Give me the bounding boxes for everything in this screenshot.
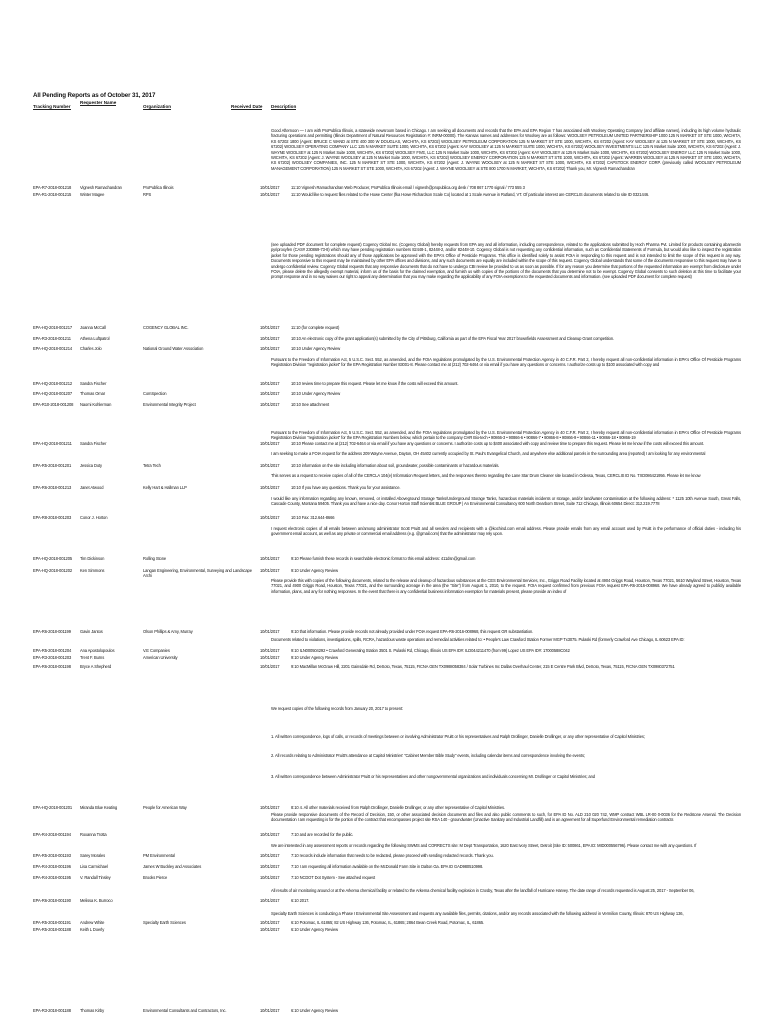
received-date: 10/01/2017 (260, 805, 280, 810)
description: 9:10 MacMillan McGraw Hill, 2201 Gainsdale Rd, DeSoto, Texas, 75115, FICNA GEN TX0988058384 / Solar Turbines Inc Dallas Overhaul Center, 215 E Centre Park Blvd, DeSoto, Texas, 75115, FICNA GEN TX0980372751 (291, 664, 675, 669)
requester-name: Charles Jolo (80, 346, 102, 351)
received-date: 10/01/2017 (260, 875, 280, 880)
received-date: 10/01/2017 (260, 927, 280, 932)
requester-name: Sandra Fischer (80, 381, 107, 386)
description: 11:10 Vignesh Ramachandran Web Producer, ProPublica Illinois email / vignesh@propublica.org desk / 708 867 1770 signal / 773 555 3 (291, 185, 525, 190)
tracking-number: EPA-R5-2018-001191 (33, 920, 71, 925)
requester-name: Miranda Blue Keating (80, 805, 118, 810)
requester-name: Roxanna Trotta (80, 832, 107, 837)
description: 1. All written correspondence, logs of calls, or records of meetings between or involving Administrator Pruitt or his representatives and Ralph Drollinger, Danielle Drollinger, or any other representative of Capitol Ministries; (271, 734, 645, 739)
received-date: 10/01/2017 (260, 336, 280, 341)
requester-name: Janet Atwood (80, 485, 104, 490)
tracking-number: EPA-R8-2018-001203 (33, 515, 72, 520)
description: 6:10 Potomac, IL 61865; 82 US Highway 136, Potomac, IL, 61865; 2864 Bean Creek Road, Potomac, IL, 61865. (291, 920, 485, 925)
organization: Tetra Tech (143, 463, 161, 468)
organization: ComSpection (143, 391, 167, 396)
tracking-number: EPA-R6-2018-001213 (33, 485, 72, 490)
description: 6:10 Under Agency Review (291, 927, 338, 932)
tracking-number: EPA-R6-2018-001190 (33, 898, 71, 903)
tracking-number: EPA-R5-2018-001201 (33, 463, 72, 468)
received-date: 10/01/2017 (260, 853, 280, 858)
description: 9:10 Under Agency Review (291, 655, 338, 660)
tracking-number: EPA-HQ-2018-001201 (33, 805, 73, 810)
description: Please provide responsive documents of the Record of Decision, 150, or other associated decision documents and files and also public comments to such, for EPA ID No. ALD 210 020 742, WMP contract WBL LR-00 0-0036 for the Redstone Arsenal. The Decision documentation I am requesting is for the portion of the contract that encompasses project site RSA 140 - groundwater (Unactive Sanitary and Industrial Landfill) and is an agreement for all Superfund Environmental remediation contracts (271, 812, 741, 823)
header-organization: Organization (143, 104, 172, 109)
received-date: 10/01/2017 (260, 864, 280, 869)
description: 10:10 Under Agency Review (291, 346, 341, 351)
tracking-number: EPA-R6-2018-001199 (33, 629, 71, 634)
requester-name: Jessica Doty (80, 463, 103, 468)
requester-name: Gavin Jantos (80, 629, 103, 634)
received-date: 10/01/2017 (260, 463, 280, 468)
organization: Langan Engineering, Environmental, Surveying and Landscape Archi (143, 568, 252, 579)
requester-name: Trent F. Burns (80, 655, 105, 660)
description: 10:10 review time to prepare this request. Please let me know if the costs will exceed this amount. (291, 381, 459, 386)
requester-name: Sarey Morales (80, 853, 106, 858)
requester-name: Sandra Fischer (80, 441, 107, 446)
organization: COGENCY GLOBAL INC. (143, 325, 189, 330)
description: 9:10 Under Agency Review (291, 568, 338, 573)
description: This serves as a request to receive copies of all of the CERCLA 104(e) Information Request letters, and the responses thereto regarding the Lane Star Drum Cleaner site located in Odessa, Texas, CERCLIS ID No. TXD086421956. Please let me know (271, 473, 701, 478)
requester-name: Melissa K. Burroco (80, 898, 113, 903)
description: 10:10 An electronic copy of the grant application(s) submitted by the City of Pittsburg, California as part of the EPA Fiscal Year 2017 brownfields Assessment and Cleanup Grant competition. (291, 336, 615, 341)
description: 6:10 Under Agency Review (291, 1008, 338, 1013)
description: I am seeking to make a FOIA request for the address 209 Wayne Avenue, Dayton, OH 45402 currently occupied by St. Paul's Evangelical Church, and anywhere else additional parcels in the surrounding area (reported) I am looking for any environmental (271, 451, 706, 456)
tracking-number: EPA-HQ-2018-001217 (33, 325, 73, 330)
requester-name: Tim Dickinson (80, 556, 105, 561)
tracking-number: EPA-R4-2018-001195 (33, 875, 71, 880)
organization: People for American Way (143, 805, 187, 810)
header-tracking-number: Tracking Number (33, 104, 71, 109)
description: 10:10 If you have any questions. Thank you for your assistance. (291, 485, 401, 490)
received-date: 10/01/2017 (260, 441, 280, 446)
header-received-date: Received Date (231, 104, 263, 109)
organization: ProPublica Illinois (143, 185, 174, 190)
requester-name: Thomas Omar (80, 391, 106, 396)
organization: Environmental Integrity Project (143, 402, 196, 407)
organization: Kelly Hart & Hallman LLP (143, 485, 187, 490)
description: 10:10 Under Agency Review (291, 391, 341, 396)
received-date: 10/01/2017 (260, 346, 280, 351)
requester-name: Lisa Carmichael (80, 864, 108, 869)
description: 9:10 Please furnish these records in searchable electronic format to this email address: 411dsn@gmail.com (291, 556, 476, 561)
description: Pursuant to the Freedom of Information Act, 5 U.S.C. Sect. 552, as amended, and the FOIA regulations promulgated by the U.S. Environmental Protection Agency in 40 C.F.R. Part 2, I hereby request all non-confidential information in EPA's Office Of Pesticide Programs Registration Division "registration jacket" for the EPA Registration Number 83001-8. Please contact me at (212) 702-6464 or via email if you have any questions or concerns. I authorize costs up to $100 associated with copy and (271, 357, 741, 368)
received-date: 10/01/2017 (260, 920, 280, 925)
description: 3. All written correspondence between Administrator Pruitt or his representatives and other nongovernmental organizations and individuals concerning Mr. Drollinger or Capitol Ministries; and (271, 774, 595, 779)
tracking-number: EPA-R3-2018-001203 (33, 655, 72, 660)
description: 6:10 2017. (291, 898, 310, 903)
organization: Brooks Pierce (143, 875, 168, 880)
requester-name: Joanna McCall (80, 325, 106, 330)
tracking-number: EPA-R5-2018-001193 (33, 853, 71, 858)
description: 7:10 and are recorded for the public. (291, 832, 354, 837)
description: 7:10 records include information that needs to be redacted, please proceed with sending redacted records. Thank you. (291, 853, 494, 858)
description: Please provide this with copies of the following documents, related to the release and cleanup of hazardous substances at the CES Environmental Services, Inc., Griggs Road Facility located at 4904 Griggs Road, Houston, Texas 77021, 5610 Wayland Street, Houston, Texas 77021, and 4900 Griggs Road, Houston, Texas 77021, and the surrounding acreage in the area (the "Site") from August 1, 2010, to the request. FOIA request confirmed from previous FOIA request EPA-R6-2016-008968. We have already agreed to publicly available information, plans, and any for nothing responses. In the event that there is any confidential business information exemption for materials present, please provide an index of (271, 578, 741, 594)
received-date: 10/01/2017 (260, 556, 280, 561)
tracking-number: EPA-R10-2018-001208 (33, 402, 74, 407)
description: 7:10 NCDOT Dot System - See attached request (291, 875, 376, 880)
description: We request copies of the following records from January 20, 2017 to present: (271, 706, 404, 711)
received-date: 10/01/2017 (260, 629, 280, 634)
received-date: 10/01/2017 (260, 192, 280, 197)
description: 11:10 Would like to request files related to the Howe Center (fka Howe Richardson Scale Co) located at 1 Scale Avenue in Rutland, VT. Of particular interest are CERCLIS documents related to site ID 0321446. (291, 192, 650, 197)
description: 9:10 that information. Please provide records not already provided under FOIA request EPA-R6-2016-008968, this request GR substantiation. (291, 629, 534, 634)
requester-name: Athena Luftpatrol (80, 336, 110, 341)
organization: American University (143, 655, 178, 660)
requester-name: Ken Simmons (80, 568, 105, 573)
tracking-number: EPA-HQ-2018-001205 (33, 556, 73, 561)
organization: RPS (143, 192, 152, 197)
tracking-number: EPA-R4-2018-001196 (33, 864, 71, 869)
description: Specialty Earth Sciences is conducting a Phase I Environmental Site Assessment and requests any available files, permits, citations, and/or any records associated with the following address/ in Vermilion County, Illinois: 870 US Highway 136, (271, 911, 684, 916)
description: (see uploaded PDF document for complete request) Cogency Global Inc. (Cogency Global) hereby requests from EPA any and all information, including correspondence, related to the applications submitted by Hoch Pharma Pvt. Limited for products containing abamectin pyriproxyfen (CAS# 230869-73-8) which may have pending registration numbers 82448-1, 82448-2, and/or 82448-10. Cogency Global is not requesting any confidential information, such as Confidential Statements of Formula, but would also like to inspect the registration jacket for those pending registrations should any of those applications be approved with the EPA's Office of Pesticide Programs. This office is identified solely to assist FOIA in responding to this request and is not intended to limit the scope of this request in any way. Documents responsive to this request may be maintained by other EPA offices and divisions, and any such documents are equally are included within the scope of this request. Cogency Global understands that some of the documents responsive to this request may have to undergo confidential review. Cogency Global requests that any responsive documents that do not have to undergo CBI review be provided to us as soon as possible. If for any reason you determine that portions of the requested information are exempt from disclosure under FOIA, please delete the allegedly exempt material, inform us of the basis for the claimed exemption, and furnish us with copies of the portions of the documents that you determine not to be exempt. Cogency Global consents to such deletion at this time to facilitate your prompt response and in no way waives our right to appeal any determination that you may make regarding the applicability of any FOIA exemptions to the requested documents and information. (see uploaded PDF document for complete request) (271, 242, 741, 280)
received-date: 10/01/2017 (260, 391, 280, 396)
received-date: 10/01/2017 (260, 325, 280, 330)
tracking-number: EPA-HQ-2018-001207 (33, 391, 73, 396)
description: Good Afternoon — I am with ProPublica Illinois, a statewide newsroom based in Chicago. I am seeking all documents and records that the EPA and EPA Region 7 has associated with Woolsey Operating Company (and affiliate names), including its high volume hydraulic fracturing operations and permitting (Illinois Department of Natural Resources Registration #: INRM-00000). The Kansas names and addresses for Woolsey are as follows: WOOLSEY PETROLEUM UNITED PARTNERSHIP 1000 125 N MARKET ST STE 1000, WICHITA, KS 67202 1800 (Agent: BRUCE C WAND at STE 400 300 W DOUGLAS, WICHITA, KS 67202) WOOLSEY PETROLEUM CORPORATION 125 N MARKET ST STE 1000, WICHITA, KS 67202 (Agent: KAY WOOLSEY at 125 N MARKET ST STE 1000, WICHITA, KS 67202) WOOLSEY OPERATING COMPANY LLC 125 N MARKET SUITE 1000, WICHITA, KS 67202 (Agent: KAY WOOLSEY at 125 N MARKET SUITE 1000, WICHITA, KS 67202) WOOLSEY INVESTMENTS LLC 125 N Market Suite 1000, WICHITA, KS 67202 (Agent: J. WAYNE WOOLSEY at 125 N Market Suite 1000, WICHITA, KS 67202) WOOLSEY FIVE, LLC 125 N Market Suite 1000, WICHITA, KS 67202 (Agent: KAY WOOLSEY at 125 N Market Suite 1000, WICHITA, KS 67202) WOOLSEY ENERGY LLC 125 N Market Suite 1000, WICHITA, KS 67202 (Agent: J. WAYNE WOOLSEY at 125 N Market Suite 1000, WICHITA, KS 67202) WOOLSEY ENERGY CORPORATION 125 N MARKET ST STE 1000, WICHITA, KS 67202 (Agent: WARREN WOOLSEY at 125 N MARKET ST STE 1000, WICHITA, KS 67202) WOOLSEY COMPANIES, INC. 125 N MARKET ST STE 1000, WICHITA, KS 67202 (Agent: J. WAYNE WOOLSEY at 125 N MARKET ST STE 1000, WICHITA, KS 67202) CAPSTOCK ENERGY CORP. (previously called WOOLSEY PETROLEUM MANAGEMENT CORPORATION) 125 N MARKET ST STE 1000, WICHITA, KS 67202 (Agent: J. WAYNE WOOLSEY at STE 800 1700 N MARKET, WICHITA, KS 67202) Thank you, Mr. Vignesh Ramachandran (271, 128, 741, 171)
organization: Specialty Earth Sciences (143, 920, 186, 925)
received-date: 10/01/2017 (260, 648, 280, 653)
received-date: 10/01/2017 (260, 832, 280, 837)
requester-name: Andrew White (80, 920, 105, 925)
description: We are interested in any assessment reports or records regarding the following SWMS and CORRECTS site: M Dept Transportation, 1620 East Ivory Street, Detroit (Site ID: 500861, EPA ID: MID000556796). Please contact me with any questions. If (271, 843, 697, 848)
organization: James W Buckley and Associates (143, 864, 202, 869)
description: 10:10 Fax: 312.644-8666 (291, 515, 335, 520)
received-date: 10/01/2017 (260, 515, 280, 520)
received-date: 10/01/2017 (260, 568, 280, 573)
requester-name: Conor J. Horton (80, 515, 108, 520)
header-requester-name: Requester Name (80, 100, 117, 105)
requester-name: Thomas Kirby (80, 1008, 105, 1013)
received-date: 10/01/2017 (260, 381, 280, 386)
organization: Rolling Stone (143, 556, 167, 561)
description: 9:10 ILN000504292 • Crawford Generating Station 3501 S. Pulaski Rd, Chicago, Illinois US EPA ID#: ILD044211470 (from 99) Lopez US EPA ID#: 17000588C042 (291, 648, 570, 653)
tracking-number: EPA-R5-2018-001188 (33, 927, 71, 932)
tracking-number: EPA-R7-2018-001218 (33, 185, 72, 190)
received-date: 10/01/2017 (260, 655, 280, 660)
tracking-number: EPA-HQ-2018-001212 (33, 381, 73, 386)
organization: Olson Phillips & Amy, Murray (143, 629, 193, 634)
requester-name: Naomi Kohlerman (80, 402, 112, 407)
organization: Environmental Consultants and Contractors, Inc. (143, 1008, 227, 1013)
received-date: 10/01/2017 (260, 1008, 280, 1013)
requester-name: Winter Magee (80, 192, 105, 197)
description: All results of air monitoring around or at the Arkema chemical facility or related to the Arkema chemical facility explosion in Crosby, Texas after the landfall of Hurricane Harvey. The date range of records requested is August 25, 2017 - September 06, (271, 888, 695, 893)
tracking-number: EPA-R5-2018-001204 (33, 648, 72, 653)
description: 8:10 4. All other materials received from Ralph Drollinger, Danielle Drollinger, or any other representative of Capitol Ministries. (291, 805, 505, 810)
tracking-number: EPA-R1-2018-001215 (33, 192, 72, 197)
requester-name: Ana Apostolopoulos (80, 648, 115, 653)
requester-name: V. Randall Tinsley (80, 875, 111, 880)
organization: V.E Companies (143, 648, 170, 653)
tracking-number: EPA-HQ-2018-001214 (33, 346, 73, 351)
description: Pursuant to the Freedom of Information Act, 5 U.S.C. Sect. 552, as amended, and the FOIA regulations promulgated by the U.S. Environmental Protection Agency in 40 C.F.R. Part 2, I hereby request all non-confidential information in EPA's Office Of Pesticide Programs Registration Division "registration jacket" for the EPA Registration Numbers below, which pertain to the company CHR Bio-tech • 90866-3 • 90866-6 • 90866-7 • 90866-8 • 90866-9 • 90866-11 • 90866-18 • 90866-19 (271, 430, 741, 441)
requester-name: Keith L Doerly (80, 927, 105, 932)
description: Documents related to violations, investigations, spills, RCRA, hazardous waste operations and remedial activities related to: • People's Law Crawford Station Former MGP Tx3075. Pulaski Rd (formerly Crawford Ave Chicago, IL 60623 EPA ID: (271, 637, 685, 642)
report-title: All Pending Reports as of October 31, 2017 (33, 92, 156, 99)
tracking-number: EPA-HQ-2018-001202 (33, 568, 73, 573)
description: 10:10 information on the site including information about soil, groundwater, possible contaminants or hazardous materials. (291, 463, 500, 468)
organization: PM Environmental (143, 853, 175, 858)
organization: National Ground Water Association (143, 346, 204, 351)
description: I would like any information regarding any known, removed, or installed Aboveground Storage Tanks/Underground Storage Tanks, hazardous materials incidents or storage, and/or land/water contamination at the following address: * 1125 10th Avenue South, Great Falls, Cascade County, Montana 59405. Thank you and have a nice day. Conor Horton Staff Scientist BLUE GROUP | An Environmental Consultancy 600 North Dearborn Street, Suite 712 Chicago, Illinois 60654 Direct: 312.219.7778 (271, 496, 741, 507)
received-date: 10/01/2017 (260, 485, 280, 490)
tracking-number: EPA-HQ-2018-001211 (33, 441, 72, 446)
requester-name: Bryce A Shepherd (80, 664, 112, 669)
received-date: 10/01/2017 (260, 402, 280, 407)
tracking-number: EPA-R4-2018-001194 (33, 832, 71, 837)
received-date: 10/01/2017 (260, 898, 280, 903)
received-date: 10/01/2017 (260, 664, 280, 669)
description: 11:10 (for complete request) (291, 325, 340, 330)
tracking-number: EPA-R6-2018-001198 (33, 664, 71, 669)
description: I request electronic copies of all emails between an/among administrator Scott Pruitt and all senders and recipients with a @kochind.com email address. Please provide emails from any email account used by Pruitt in the performance of official duties - including his government email account, as well as any private or commercial email address (e.g. @gmail.com) that the administrator may rely upon. (271, 526, 741, 537)
description: 7:10 I am requesting all information available on the McDonald Farm Site in Dalton Ga. EPA ID GAD980510998. (291, 864, 484, 869)
tracking-number: EPA-R3-2018-001188 (33, 1008, 71, 1013)
description: 2. All records relating to Administrator Pruitt's attendance at Capitol Ministries' "Cabinet Member Bible Study" events, including calendar items and correspondence involving the events; (271, 753, 585, 758)
received-date: 10/01/2017 (260, 185, 280, 190)
header-description: Description (271, 104, 297, 109)
requester-name: Vignesh Ramachandran (80, 185, 122, 190)
tracking-number: EPA-R3-2018-001211 (33, 336, 71, 341)
description: 10:10 See attachment (291, 402, 330, 407)
description: 10:10 Please contact me at (212) 702-6464 or via email if you have any questions or concerns. I authorize costs up to $400 associated with copy and review time to prepare this request. Please let me know if the costs will exceed this amount. (291, 441, 705, 446)
